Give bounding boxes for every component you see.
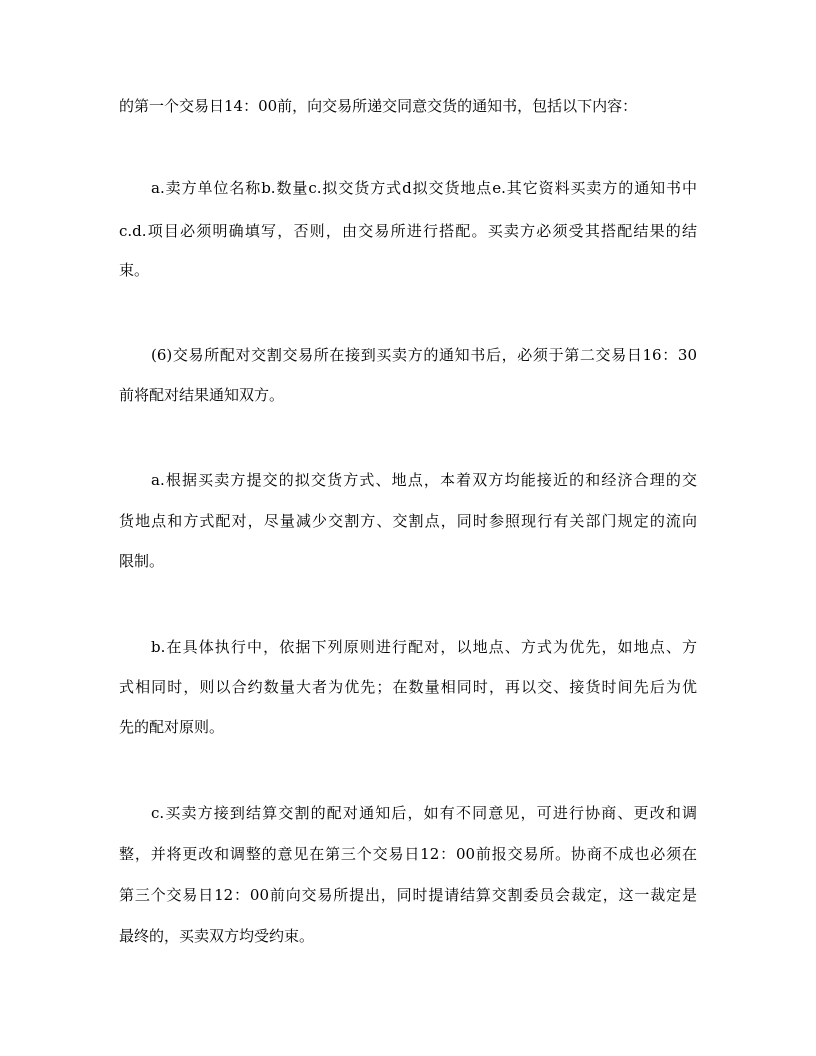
paragraph-4-line-2: 货地点和方式配对，尽量减少交割方、交割点，同时参照现行有关部门规定的流向 [119,512,697,530]
paragraph-6-line-2: 整，并将更改和调整的意见在第三个交易日12：00前报交易所。协商不成也必须在 [119,845,697,863]
paragraph-4-line-3: 限制。 [119,552,165,570]
paragraph-2-line-1: a.卖方单位名称b.数量c.拟交货方式d拟交货地点e.其它资料买卖方的通知书中 [151,179,697,197]
paragraph-5-line-3: 先的配对原则。 [119,718,225,736]
paragraph-5-line-2: 式相同时，则以合约数量大者为优先；在数量相同时，再以交、接货时间先后为优 [119,678,697,696]
paragraph-6-line-3: 第三个交易日12：00前向交易所提出，同时提请结算交割委员会裁定，这一裁定是 [119,886,697,904]
paragraph-3-line-2: 前将配对结果通知双方。 [119,386,285,404]
paragraph-6-line-1: c.买卖方接到结算交割的配对通知后，如有不同意见，可进行协商、更改和调 [151,804,697,822]
paragraph-6-line-4: 最终的，买卖双方均受约束。 [119,927,315,945]
paragraph-3-line-1: (6)交易所配对交割交易所在接到买卖方的通知书后，必须于第二交易日16：30 [151,346,697,364]
paragraph-4-line-1: a.根据买卖方提交的拟交货方式、地点，本着双方均能接近的和经济合理的交 [151,471,697,489]
paragraph-1-line-1: 的第一个交易日14：00前，向交易所递交同意交货的通知书，包括以下内容： [119,97,638,115]
paragraph-2-line-3: 束。 [119,261,150,279]
paragraph-2-line-2: c.d.项目必须明确填写，否则，由交易所进行搭配。买卖方必须受其搭配结果的结 [119,222,697,240]
paragraph-5-line-1: b.在具体执行中，依据下列原则进行配对，以地点、方式为优先，如地点、方 [151,638,697,656]
